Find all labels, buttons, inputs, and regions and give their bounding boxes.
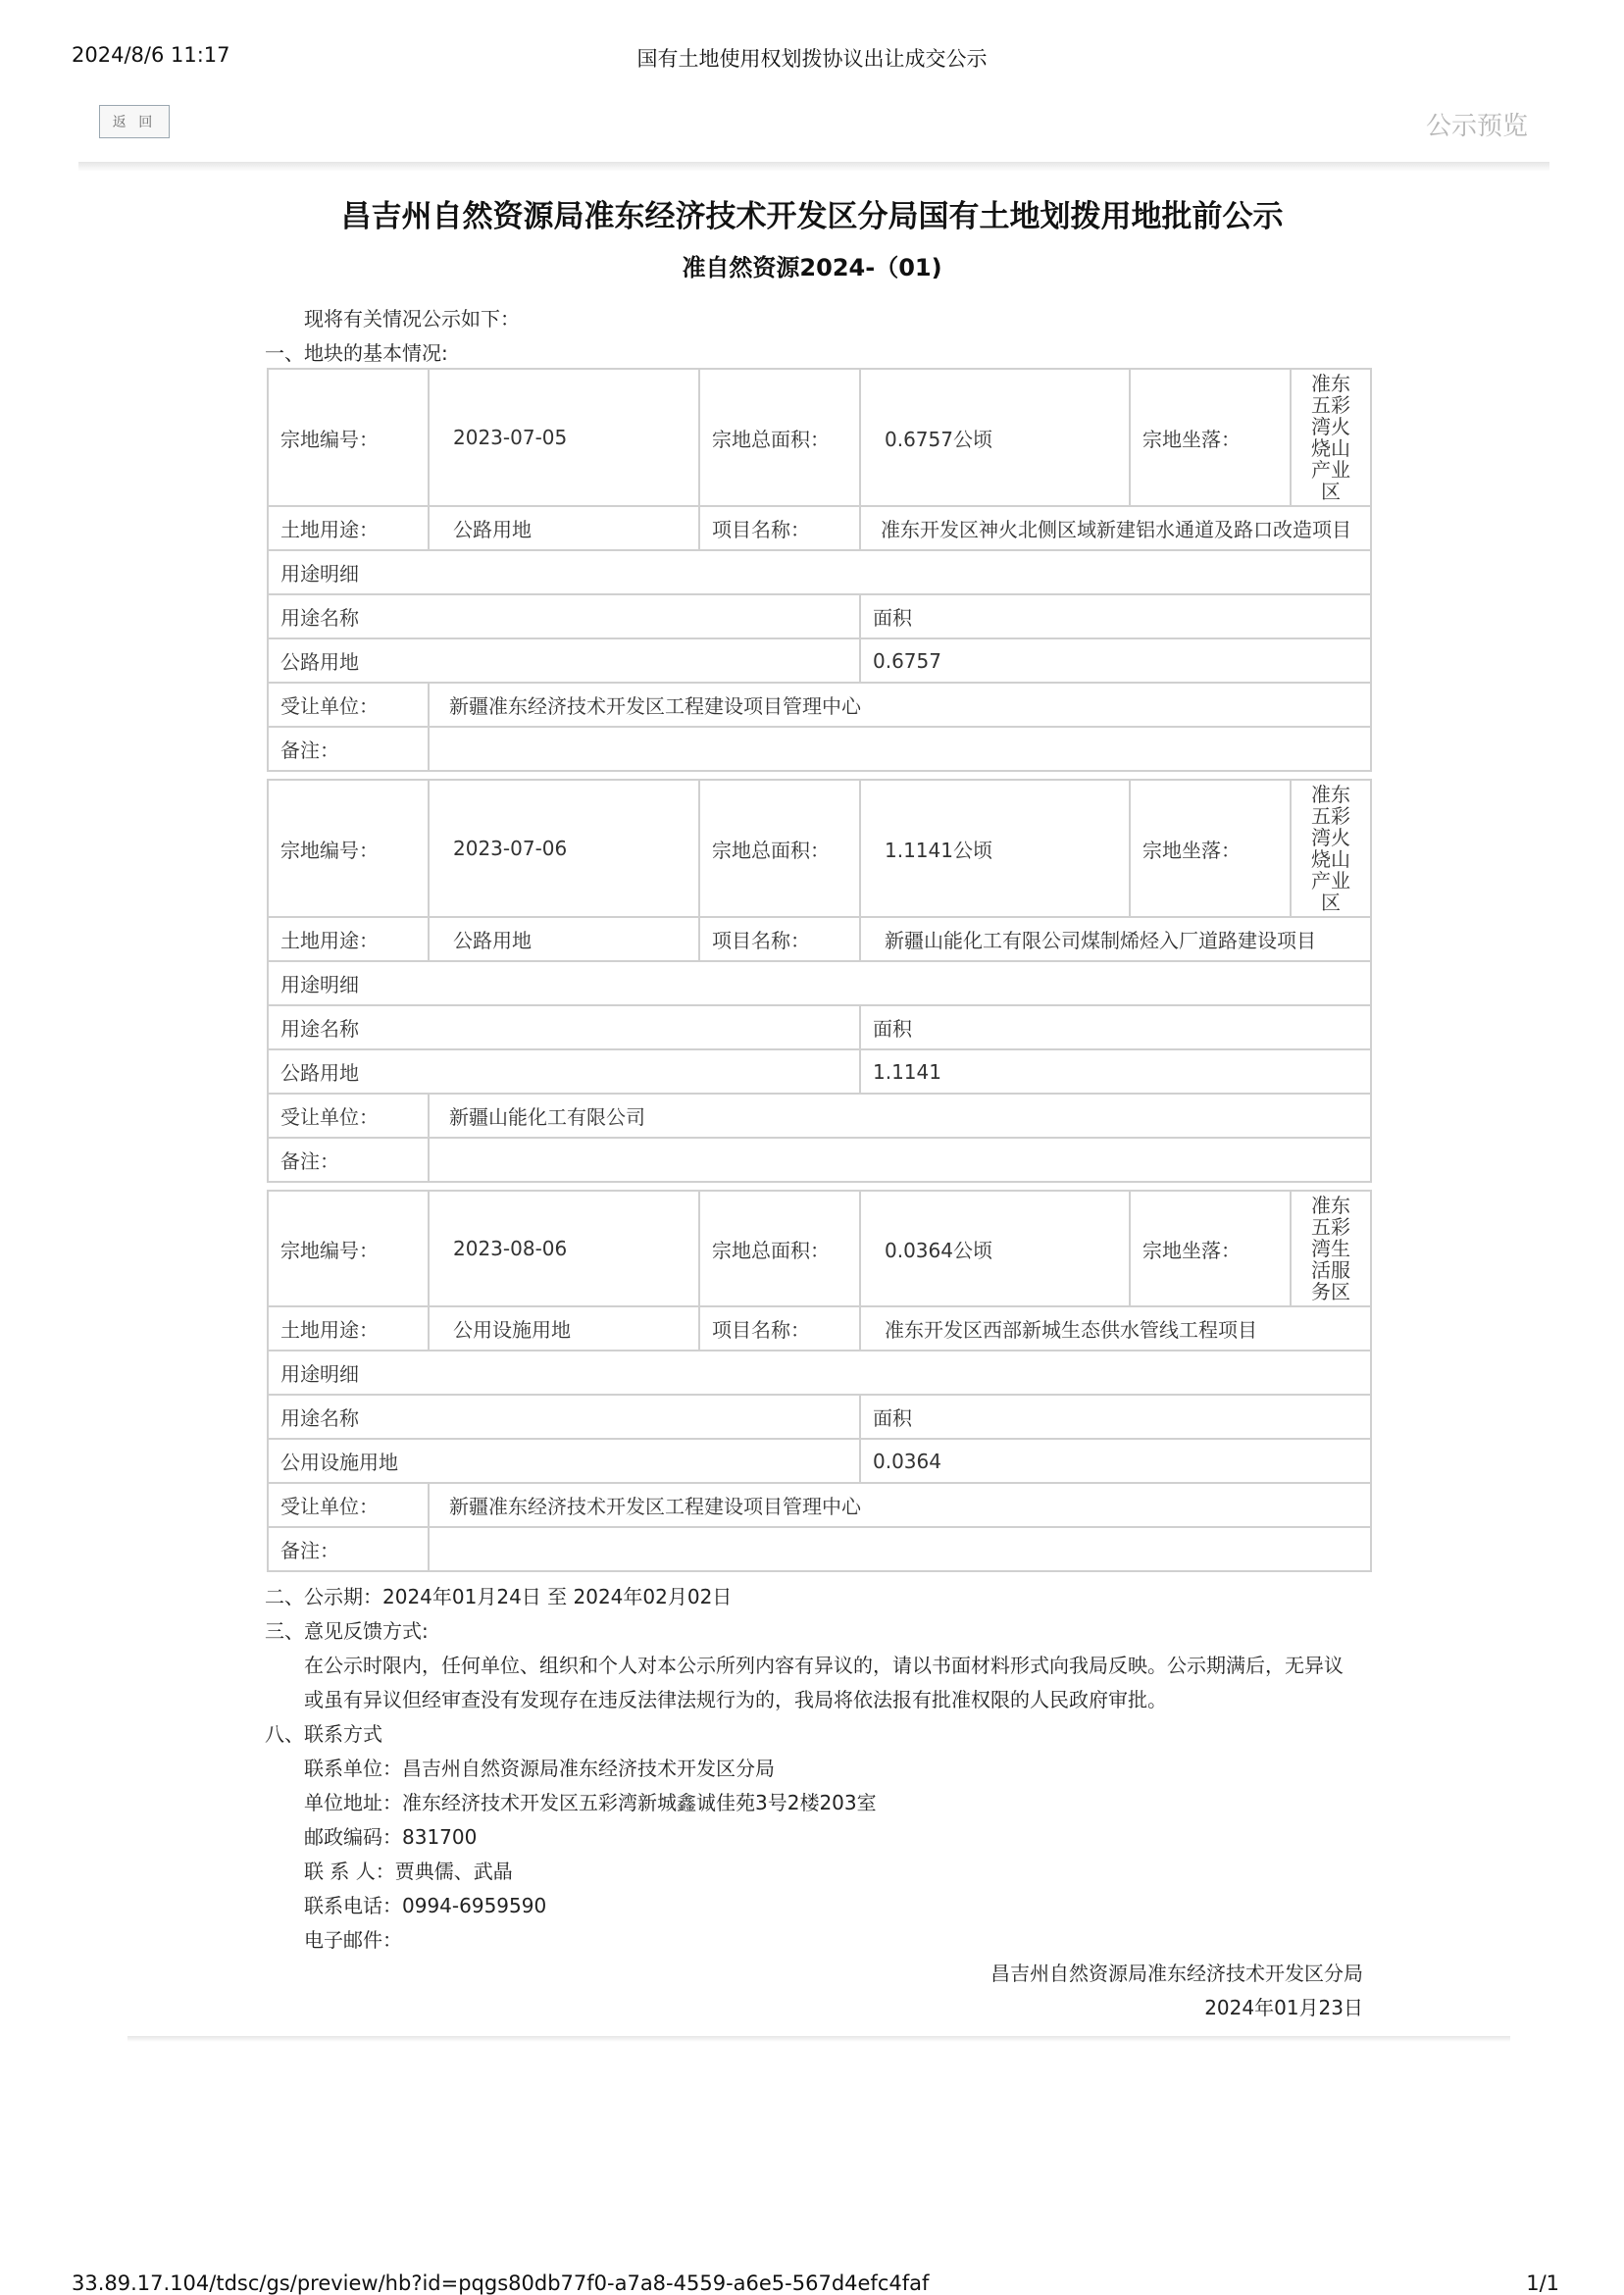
parcel-table — [267, 1190, 1372, 1572]
assignee-label: 受让单位： — [268, 1094, 429, 1138]
project-name-value: 准东开发区西部新城生态供水管线工程项目 — [860, 1306, 1371, 1351]
remark-value — [429, 727, 1371, 771]
project-name-label: 项目名称： — [699, 1306, 860, 1351]
use-area-value: 0.0364 — [860, 1439, 1371, 1483]
parcel-no-value: 2023-07-06 — [429, 780, 699, 917]
land-use-value: 公路用地 — [429, 506, 699, 550]
parcel-no-value: 2023-08-06 — [429, 1191, 699, 1306]
use-name-value: 公路用地 — [268, 638, 860, 683]
parcel-table — [267, 368, 1372, 772]
contact-postcode: 邮政编码：831700 — [304, 1825, 478, 1849]
contact-unit: 联系单位：昌吉州自然资源局准东经济技术开发区分局 — [304, 1757, 775, 1780]
project-name-label: 项目名称： — [699, 917, 860, 961]
preview-label: 公示预览 — [1425, 112, 1528, 141]
contact-email: 电子邮件： — [304, 1928, 402, 1952]
land-use-value: 公路用地 — [429, 917, 699, 961]
project-name-value: 新疆山能化工有限公司煤制烯烃入厂道路建设项目 — [860, 917, 1371, 961]
remark-label: 备注： — [268, 727, 429, 771]
land-use-label: 土地用途： — [268, 506, 429, 550]
use-detail-heading: 用途明细 — [268, 961, 1371, 1005]
total-area-label: 宗地总面积： — [699, 369, 860, 506]
assignee-label: 受让单位： — [268, 683, 429, 727]
remark-label: 备注： — [268, 1138, 429, 1182]
area-header: 面积 — [860, 1395, 1371, 1439]
parcel-table — [267, 779, 1372, 1183]
footer-divider — [127, 2036, 1510, 2042]
use-name-header: 用途名称 — [268, 1395, 860, 1439]
parcel-no-label: 宗地编号： — [268, 780, 429, 917]
section-8-heading: 八、联系方式 — [265, 1722, 382, 1746]
use-name-header: 用途名称 — [268, 1005, 860, 1049]
print-footer-url: 33.89.17.104/tdsc/gs/preview/hb?id=pqgs80db77f0-a7a8-4559-a6e5-567d4efc4faf — [72, 2271, 930, 2295]
location-label: 宗地坐落： — [1130, 780, 1291, 917]
total-area-label: 宗地总面积： — [699, 780, 860, 917]
parcel-no-label: 宗地编号： — [268, 369, 429, 506]
section-2-period: 二、公示期：2024年01月24日 至 2024年02月02日 — [265, 1585, 733, 1608]
use-detail-heading: 用途明细 — [268, 1351, 1371, 1395]
area-header: 面积 — [860, 594, 1371, 638]
header-divider — [78, 162, 1549, 172]
signature-org: 昌吉州自然资源局准东经济技术开发区分局 — [990, 1962, 1363, 1985]
total-area-value: 1.1141公顷 — [860, 780, 1130, 917]
print-page-number: 1/1 — [1526, 2271, 1559, 2295]
signature-date: 2024年01月23日 — [1204, 1996, 1363, 2019]
project-name-label: 项目名称： — [699, 506, 860, 550]
feedback-text-line1: 在公示时限内，任何单位、组织和个人对本公示所列内容有异议的，请以书面材料形式向我局反映。公示期满后，无异议 — [304, 1654, 1344, 1677]
assignee-value: 新疆准东经济技术开发区工程建设项目管理中心 — [429, 1483, 1371, 1527]
use-name-header: 用途名称 — [268, 594, 860, 638]
location-value: 准东五彩湾生活服务区 — [1291, 1191, 1371, 1306]
total-area-label: 宗地总面积： — [699, 1191, 860, 1306]
use-area-value: 1.1141 — [860, 1049, 1371, 1094]
remark-label: 备注： — [268, 1527, 429, 1571]
contact-address: 单位地址：准东经济技术开发区五彩湾新城鑫诚佳苑3号2楼203室 — [304, 1791, 877, 1814]
use-name-value: 公用设施用地 — [268, 1439, 860, 1483]
document-title: 昌吉州自然资源局准东经济技术开发区分局国有土地划拨用地批前公示 — [340, 199, 1284, 234]
feedback-text-line2: 或虽有异议但经审查没有发现存在违反法律法规行为的，我局将依法报有批准权限的人民政府审批。 — [304, 1688, 1167, 1711]
total-area-value: 0.6757公顷 — [860, 369, 1130, 506]
use-detail-heading: 用途明细 — [268, 550, 1371, 594]
location-label: 宗地坐落： — [1130, 1191, 1291, 1306]
location-value: 准东五彩湾火烧山产业区 — [1291, 369, 1371, 506]
assignee-label: 受让单位： — [268, 1483, 429, 1527]
land-use-label: 土地用途： — [268, 917, 429, 961]
use-name-value: 公路用地 — [268, 1049, 860, 1094]
print-datetime: 2024/8/6 11:17 — [72, 43, 230, 67]
section-1-heading: 一、地块的基本情况: — [265, 341, 448, 365]
total-area-value: 0.0364公顷 — [860, 1191, 1130, 1306]
contact-phone: 联系电话：0994-6959590 — [304, 1894, 547, 1917]
remark-value — [429, 1138, 1371, 1182]
project-name-value: 准东开发区神火北侧区域新建铝水通道及路口改造项目 — [860, 506, 1371, 550]
parcel-no-label: 宗地编号： — [268, 1191, 429, 1306]
document-number: 准自然资源2024-（01) — [682, 254, 942, 281]
location-value: 准东五彩湾火烧山产业区 — [1291, 780, 1371, 917]
intro-text: 现将有关情况公示如下： — [304, 307, 520, 331]
assignee-value: 新疆准东经济技术开发区工程建设项目管理中心 — [429, 683, 1371, 727]
use-area-value: 0.6757 — [860, 638, 1371, 683]
parcel-no-value: 2023-07-05 — [429, 369, 699, 506]
land-use-value: 公用设施用地 — [429, 1306, 699, 1351]
area-header: 面积 — [860, 1005, 1371, 1049]
assignee-value: 新疆山能化工有限公司 — [429, 1094, 1371, 1138]
location-label: 宗地坐落： — [1130, 369, 1291, 506]
back-button[interactable]: 返 回 — [99, 105, 170, 138]
contact-person: 联 系 人：贾典儒、武晶 — [304, 1860, 513, 1883]
remark-value — [429, 1527, 1371, 1571]
section-3-heading: 三、意见反馈方式: — [265, 1619, 429, 1643]
print-page-title: 国有土地使用权划拨协议出让成交公示 — [636, 47, 988, 71]
land-use-label: 土地用途： — [268, 1306, 429, 1351]
